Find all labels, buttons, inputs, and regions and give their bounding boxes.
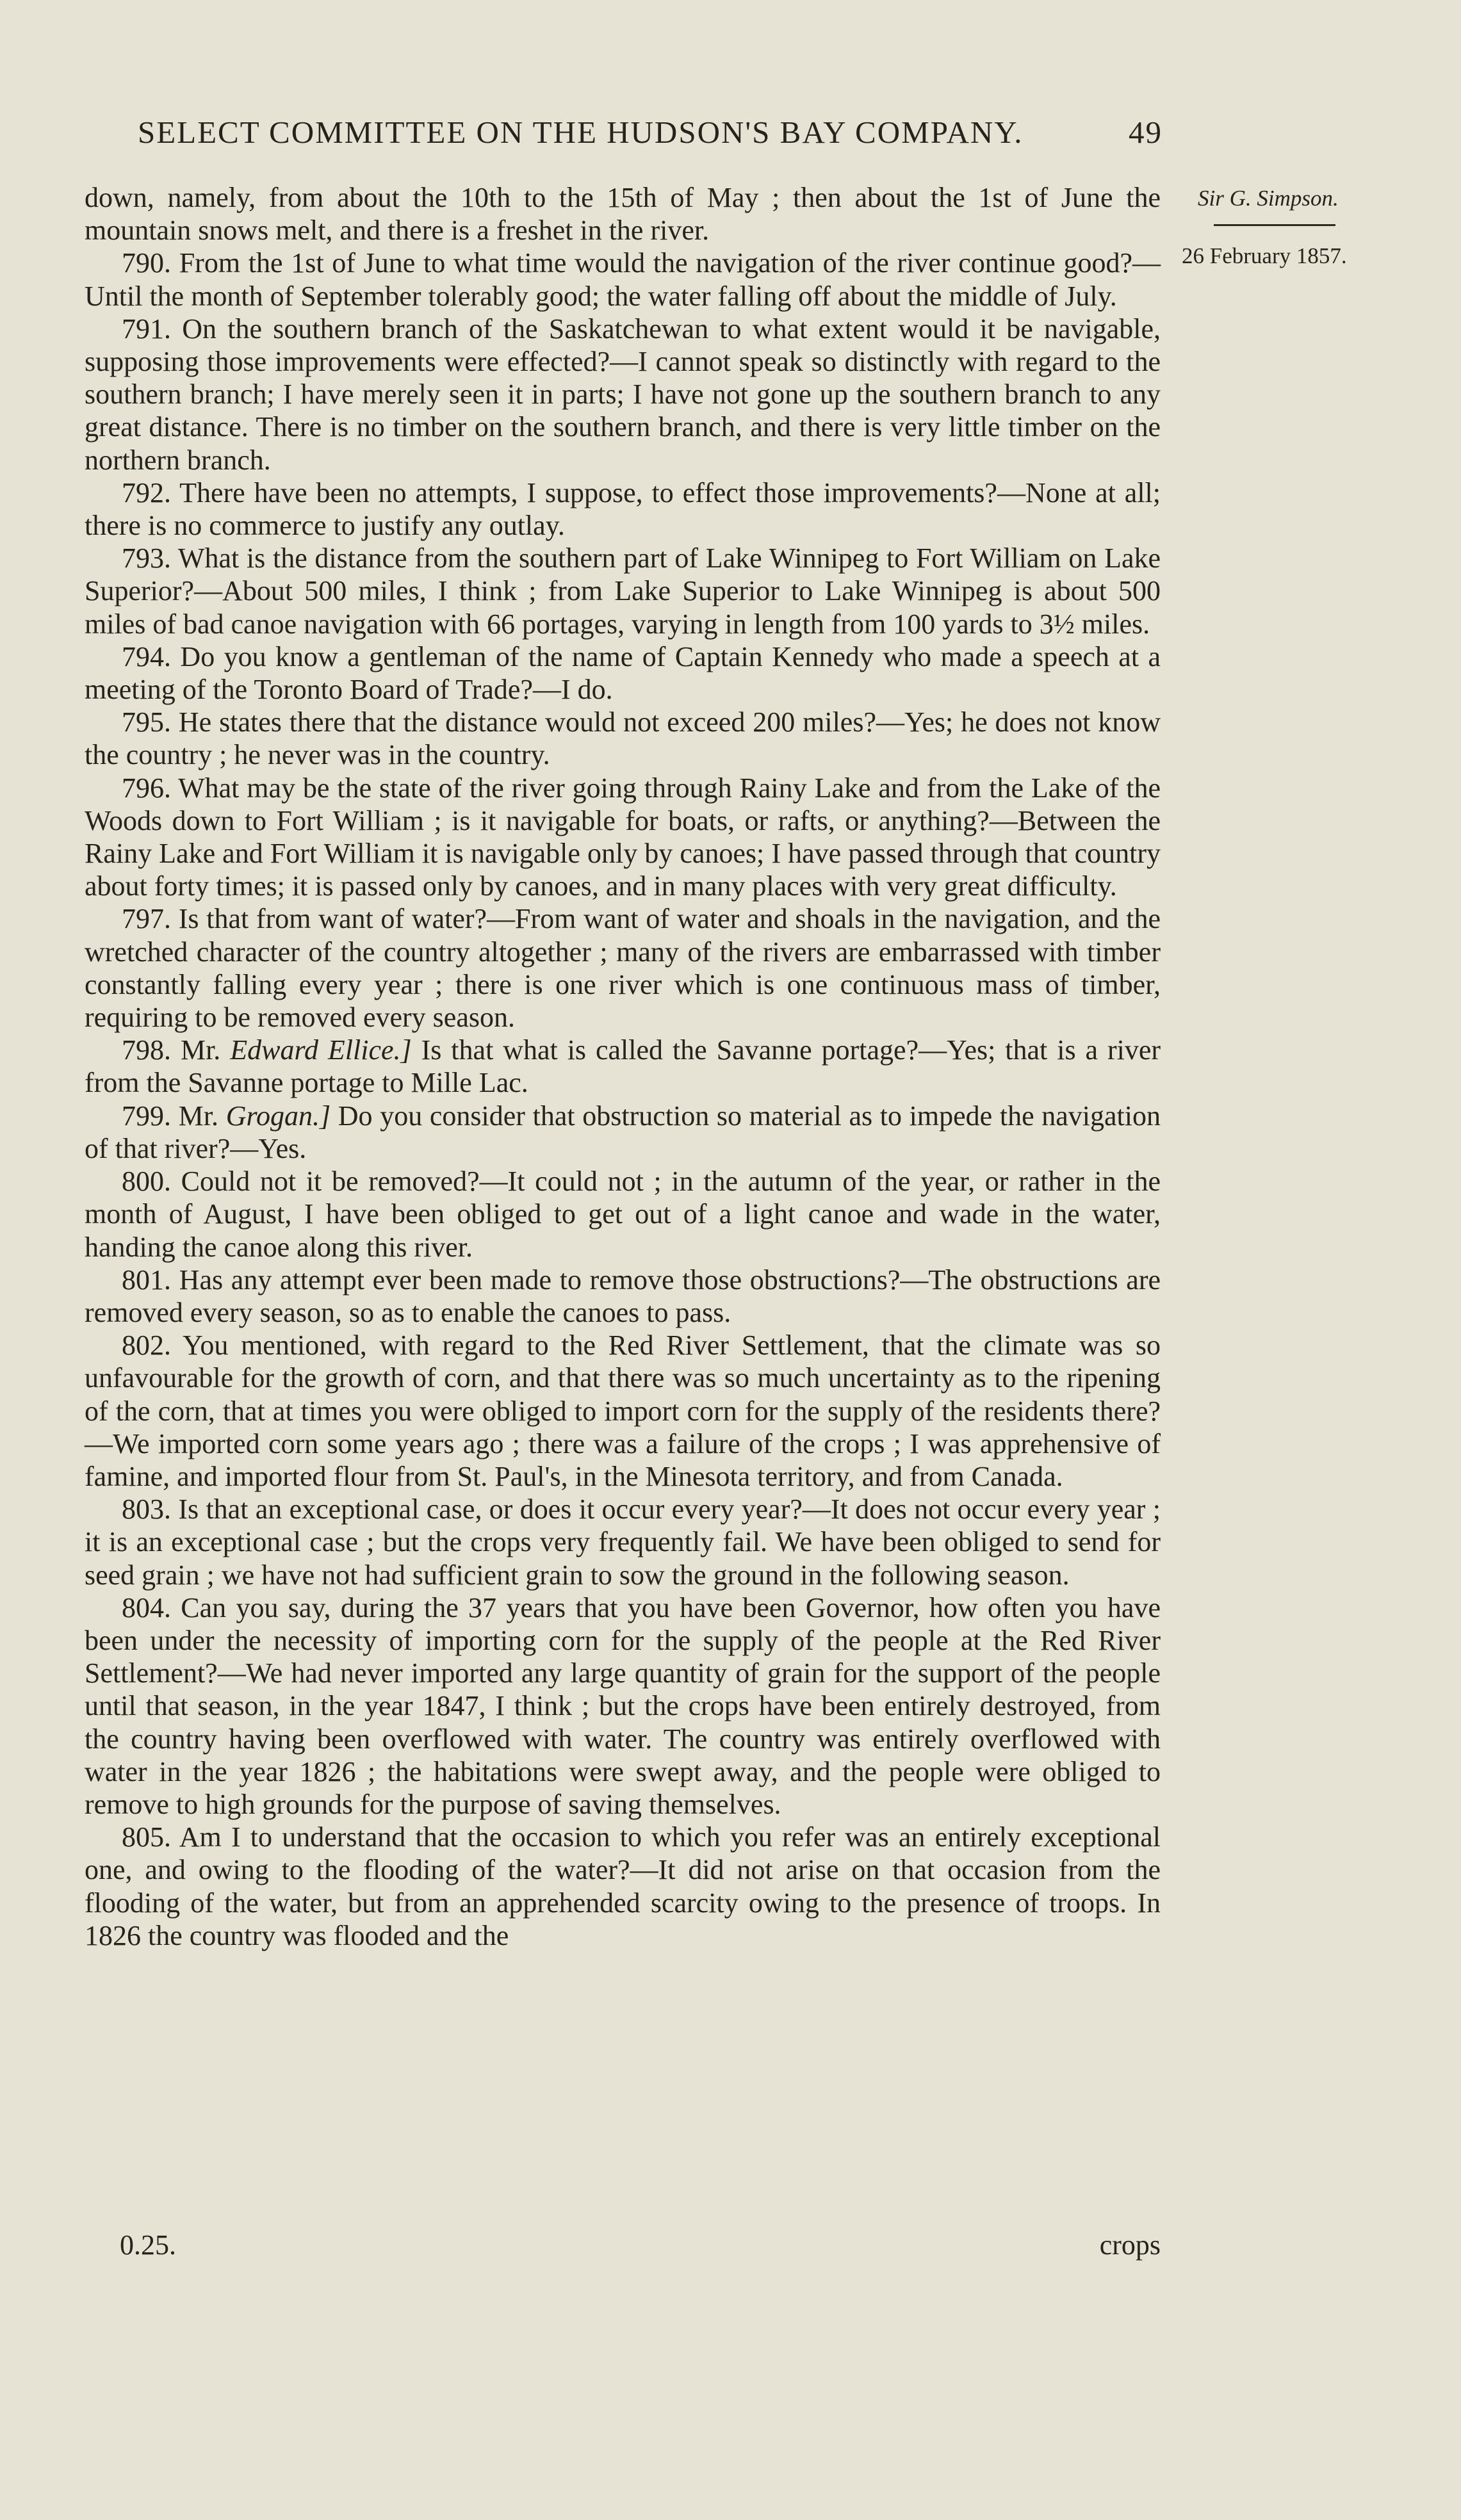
speaker-name: Edward Ellice.] bbox=[230, 1034, 412, 1066]
paragraph: 795. He states there that the distance would not exceed 200 miles?—Yes; he does not know the country ; he never was in the country. bbox=[85, 706, 1161, 771]
paragraph: 802. You mentioned, with regard to the Red River Settlement, that the climate was so unfavourable for the growth of corn, and that there was so much uncertainty as to the ripening of the corn, that at times you were obliged to import corn for the supply of the residents there?—We imported corn some years ago ; there was a failure of the crops ; I was apprehensive of famine, and imported flour from St. Paul's, in the Minesota territory, and from Canada. bbox=[85, 1329, 1161, 1492]
paragraph: 792. There have been no attempts, I suppose, to effect those improvements?—None at all; there is no commerce to justify any outlay. bbox=[85, 476, 1161, 542]
catchword: crops bbox=[1099, 2229, 1161, 2261]
page-number: 49 bbox=[1129, 115, 1163, 150]
paragraph: 797. Is that from want of water?—From want of water and shoals in the navigation, and the wretched character of the country altogether ; many of the rivers are embarrassed with timber constantly falling every year ; there is one river which is one continuous mass of timber, requiring to be removed every season. bbox=[85, 903, 1161, 1034]
running-header bbox=[138, 114, 1163, 150]
paragraph: 800. Could not it be removed?—It could not ; in the autumn of the year, or rather in the month of August, I have been obliged to get out of a light canoe and wade in the water, handing the canoe along this river. bbox=[85, 1166, 1161, 1263]
paragraph: 793. What is the distance from the southern part of Lake Winnipeg to Fort William on Lake Superior?—About 500 miles, I think ; from Lake Superior to Lake Winnipeg is about 500 miles of bad canoe navigation with 66 portages, varying in length from 100 yards to 3½ miles. bbox=[85, 542, 1161, 640]
paragraph: down, namely, from about the 10th to the 15th of May ; then about the 1st of June the mountain snows melt, and there is a freshet in the river. bbox=[85, 182, 1161, 247]
paragraph: 805. Am I to understand that the occasion to which you refer was an entirely exceptional one, and owing to the flooding of the water?—It did not arise on that occasion from the flooding of the water, but from an apprehended scarcity owing to the presence of troops. In 1826 the country was flooded and the bbox=[85, 1821, 1161, 1951]
paragraph: 790. From the 1st of June to what time would the navigation of the river continue good?—Until the month of September tolerably good; the water falling off about the middle of July. bbox=[85, 247, 1161, 312]
header-title: SELECT COMMITTEE ON THE HUDSON'S BAY COMPANY. bbox=[138, 115, 1024, 150]
speaker-name: Grogan.] bbox=[225, 1100, 331, 1132]
margin-date: 26 February 1857. bbox=[1182, 243, 1347, 268]
paragraph: 799. Mr. Grogan.] Do you consider that obstruction so material as to impede the navigation of that river?—Yes. bbox=[85, 1100, 1161, 1164]
paragraph: 798. Mr. Edward Ellice.] Is that what is called the Savanne portage?—Yes; that is a river from the Savanne portage to Mille Lac. bbox=[85, 1034, 1161, 1099]
paragraph: 796. What may be the state of the river going through Rainy Lake and from the Lake of the Woods down to Fort William ; is it navigable for boats, or rafts, or anything?—Between the Rainy Lake and Fort William it is navigable only by canoes; I have passed through that country about forty times; it is passed only by canoes, and in many places with very great difficulty. bbox=[85, 772, 1161, 902]
margin-witness-name: Sir G. Simpson. bbox=[1198, 186, 1339, 211]
margin-rule bbox=[1214, 224, 1335, 226]
paragraph: 801. Has any attempt ever been made to remove those obstructions?—The obstructions are removed every season, so as to enable the canoes to pass. bbox=[85, 1264, 1161, 1328]
paragraph: 794. Do you know a gentleman of the name of Captain Kennedy who made a speech at a meeting of the Toronto Board of Trade?—I do. bbox=[85, 640, 1161, 706]
paragraph: 803. Is that an exceptional case, or does it occur every year?—It does not occur every year ; it is an exceptional case ; but the crops very frequently fail. We have been obliged to send for seed grain ; we have not had sufficient grain to sow the ground in the following season. bbox=[85, 1493, 1161, 1591]
paragraph: 791. On the southern branch of the Saskatchewan to what extent would it be navigable, supposing those improvements were effected?—I cannot speak so distinctly with regard to the southern branch; I have merely seen it in parts; I have not gone up the southern branch to any great distance. There is no timber on the southern branch, and there is very little timber on the northern branch. bbox=[85, 313, 1161, 476]
body-text bbox=[85, 181, 1161, 1952]
paragraph: 804. Can you say, during the 37 years that you have been Governor, how often you have been under the necessity of importing corn for the supply of the people at the Red River Settlement?—We had never imported any large quantity of grain for the support of the people until that season, in the year 1847, I think ; but the crops have been entirely destroyed, from the country having been overflowed with water. The country was entirely overflowed with water in the year 1826 ; the habitations were swept away, and the people were obliged to remove to high grounds for the purpose of saving themselves. bbox=[85, 1591, 1161, 1820]
signature-mark: 0.25. bbox=[120, 2229, 176, 2261]
